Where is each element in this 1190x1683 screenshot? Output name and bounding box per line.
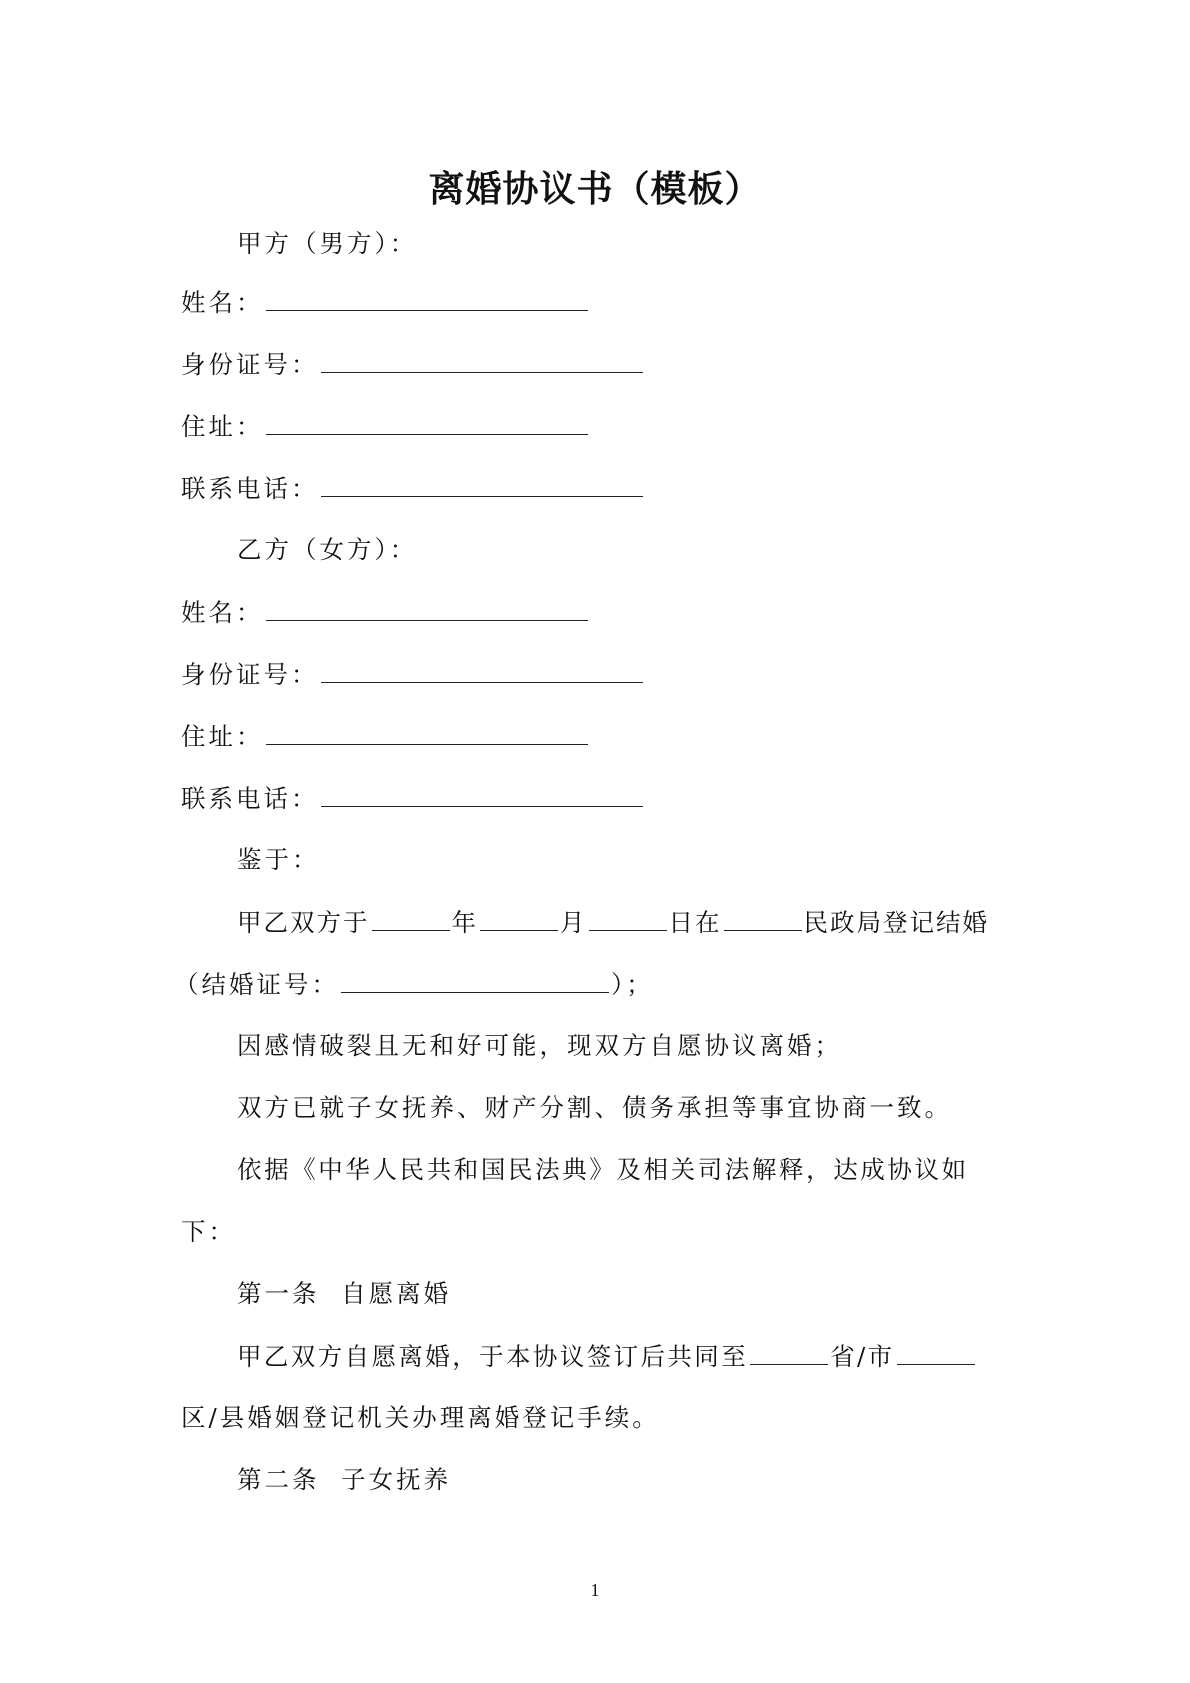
article1-district-field[interactable] (897, 1340, 975, 1365)
party-a-address-field[interactable] (266, 410, 588, 435)
party-b-name-label: 姓名： (181, 598, 264, 627)
party-a-name-label: 姓名： (181, 288, 264, 317)
cert-prefix: （结婚证号： (174, 970, 339, 999)
page-number: 1 (590, 1580, 600, 1600)
bureau-location-field[interactable] (724, 906, 802, 931)
agreed-text: 双方已就子女抚养、财产分割、债务承担等事宜协商一致。 (237, 1093, 952, 1122)
party-a-phone-field[interactable] (321, 472, 643, 497)
party-a-id-field[interactable] (321, 348, 643, 373)
party-b-heading: 乙方（女方）： (237, 535, 418, 564)
article1-text-prefix: 甲乙双方自愿离婚，于本协议签订后共同至 (237, 1342, 749, 1371)
marriage-prefix: 甲乙双方于 (237, 908, 370, 937)
party-b-phone-row (181, 782, 645, 815)
basis-text-line2: 下： (181, 1217, 236, 1246)
party-a-address-label: 住址： (181, 412, 264, 441)
bureau-label: 民政局登记结婚 (803, 908, 989, 937)
day-at-label: 日在 (668, 908, 722, 937)
party-b-id-label: 身份证号： (181, 660, 319, 689)
party-a-name-field[interactable] (266, 286, 588, 311)
marriage-month-field[interactable] (480, 906, 558, 931)
cert-suffix: ）； (611, 970, 654, 999)
party-b-address-row (181, 720, 590, 753)
party-b-name-row (181, 596, 590, 629)
marriage-year-field[interactable] (372, 906, 450, 931)
party-b-phone-field[interactable] (321, 782, 643, 807)
party-b-phone-label: 联系电话： (181, 784, 319, 813)
document-title: 离婚协议书（模板） (428, 169, 762, 210)
party-b-address-label: 住址： (181, 722, 264, 751)
party-a-id-label: 身份证号： (181, 350, 319, 379)
article2-heading: 第二条 子女抚养 (237, 1465, 452, 1494)
article1-text-row (237, 1340, 977, 1373)
marriage-cert-row (174, 968, 654, 1001)
party-b-id-row (181, 658, 645, 691)
party-b-address-field[interactable] (266, 720, 588, 745)
reason-text: 因感情破裂且无和好可能，现双方自愿协议离婚； (237, 1031, 842, 1060)
party-a-phone-label: 联系电话： (181, 474, 319, 503)
article1-text-line2: 区/县婚姻登记机关办理离婚登记手续。 (181, 1403, 660, 1432)
province-label: 省/市 (830, 1342, 895, 1371)
article1-heading: 第一条 自愿离婚 (237, 1279, 452, 1308)
party-a-id-row (181, 348, 645, 381)
party-b-id-field[interactable] (321, 658, 643, 683)
marriage-cert-field[interactable] (341, 968, 609, 993)
basis-text-line1: 依据《中华人民共和国民法典》及相关司法解释，达成协议如 (237, 1155, 969, 1184)
party-b-name-field[interactable] (266, 596, 588, 621)
party-a-address-row (181, 410, 590, 443)
year-label: 年 (451, 908, 478, 937)
party-a-heading: 甲方（男方）： (237, 229, 418, 258)
month-label: 月 (560, 908, 587, 937)
article1-province-field[interactable] (750, 1340, 828, 1365)
marriage-date-row (237, 906, 989, 939)
recitals-heading: 鉴于： (237, 845, 320, 874)
party-a-phone-row (181, 472, 645, 505)
party-a-name-row (181, 286, 590, 319)
marriage-day-field[interactable] (589, 906, 667, 931)
